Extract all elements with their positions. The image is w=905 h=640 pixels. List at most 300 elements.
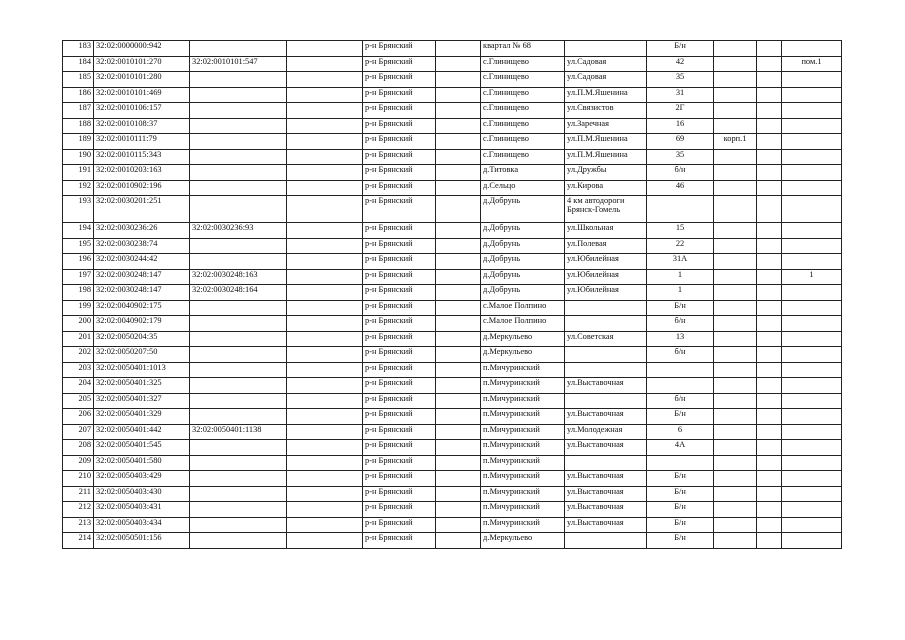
district-cell: р-н Брянский <box>363 87 436 103</box>
blank-cell <box>287 409 363 425</box>
blank-cell <box>436 393 481 409</box>
linked-cadastral-number-cell <box>190 502 287 518</box>
premises-cell <box>782 196 842 223</box>
blank-cell <box>287 300 363 316</box>
table-row <box>63 409 842 425</box>
settlement-cell: п.Мичуринский <box>481 486 565 502</box>
blank-cell <box>436 180 481 196</box>
blank-cell <box>287 393 363 409</box>
settlement-cell: д.Титовка <box>481 165 565 181</box>
row-number-cell: 190 <box>63 149 94 165</box>
street-cell <box>565 300 647 316</box>
blank-cell <box>287 502 363 518</box>
blank-cell <box>757 409 782 425</box>
cadastral-number-cell: 32:02:0050401:329 <box>94 409 190 425</box>
blank-cell <box>436 378 481 394</box>
district-cell: р-н Брянский <box>363 134 436 150</box>
blank-cell <box>757 378 782 394</box>
building-cell <box>714 56 757 72</box>
blank-cell <box>287 223 363 239</box>
cadastral-number-cell: 32:02:0030244:42 <box>94 254 190 270</box>
district-cell: р-н Брянский <box>363 41 436 57</box>
premises-cell <box>782 238 842 254</box>
street-cell: ул.Полевая <box>565 238 647 254</box>
table-row <box>63 455 842 471</box>
district-cell: р-н Брянский <box>363 180 436 196</box>
blank-cell <box>436 424 481 440</box>
cadastral-number-cell: 32:02:0030248:147 <box>94 269 190 285</box>
linked-cadastral-number-cell <box>190 72 287 88</box>
linked-cadastral-number-cell <box>190 118 287 134</box>
cadastral-number-cell: 32:02:0010106:157 <box>94 103 190 119</box>
settlement-cell: д.Добрунь <box>481 254 565 270</box>
row-number-cell: 192 <box>63 180 94 196</box>
premises-cell <box>782 378 842 394</box>
building-cell <box>714 118 757 134</box>
table-row <box>63 300 842 316</box>
premises-cell <box>782 424 842 440</box>
settlement-cell: с.Глинищево <box>481 118 565 134</box>
table-row <box>63 533 842 549</box>
table-row <box>63 347 842 363</box>
street-cell: ул.Советская <box>565 331 647 347</box>
linked-cadastral-number-cell <box>190 134 287 150</box>
row-number-cell: 184 <box>63 56 94 72</box>
linked-cadastral-number-cell <box>190 331 287 347</box>
cadastral-number-cell: 32:02:0050204:35 <box>94 331 190 347</box>
blank-cell <box>436 440 481 456</box>
district-cell: р-н Брянский <box>363 424 436 440</box>
street-cell: ул.Выставочная <box>565 378 647 394</box>
table-row <box>63 149 842 165</box>
blank-cell <box>287 440 363 456</box>
settlement-cell: п.Мичуринский <box>481 471 565 487</box>
house-number-cell: 6 <box>647 424 714 440</box>
row-number-cell: 207 <box>63 424 94 440</box>
blank-cell <box>436 118 481 134</box>
table-row <box>63 254 842 270</box>
cadastral-number-cell: 32:02:0030248:147 <box>94 285 190 301</box>
settlement-cell: с.Глинищево <box>481 56 565 72</box>
blank-cell <box>436 300 481 316</box>
building-cell <box>714 378 757 394</box>
house-number-cell: Б/н <box>647 41 714 57</box>
district-cell: р-н Брянский <box>363 223 436 239</box>
building-cell <box>714 254 757 270</box>
row-number-cell: 202 <box>63 347 94 363</box>
house-number-cell: 69 <box>647 134 714 150</box>
blank-cell <box>287 316 363 332</box>
house-number-cell: Б/н <box>647 486 714 502</box>
row-number-cell: 200 <box>63 316 94 332</box>
district-cell: р-н Брянский <box>363 331 436 347</box>
blank-cell <box>757 362 782 378</box>
district-cell: р-н Брянский <box>363 269 436 285</box>
street-cell <box>565 455 647 471</box>
premises-cell <box>782 486 842 502</box>
street-cell: ул.Выставочная <box>565 409 647 425</box>
blank-cell <box>287 486 363 502</box>
blank-cell <box>436 517 481 533</box>
settlement-cell: п.Мичуринский <box>481 502 565 518</box>
row-number-cell: 209 <box>63 455 94 471</box>
table-row <box>63 424 842 440</box>
cadastral-number-cell: 32:02:0050401:327 <box>94 393 190 409</box>
blank-cell <box>757 134 782 150</box>
cadastral-number-cell: 32:02:0010111:79 <box>94 134 190 150</box>
row-number-cell: 205 <box>63 393 94 409</box>
table-row <box>63 316 842 332</box>
cadastral-number-cell: 32:02:0050501:156 <box>94 533 190 549</box>
cadastral-number-cell: 32:02:0010902:196 <box>94 180 190 196</box>
blank-cell <box>436 56 481 72</box>
table-row <box>63 196 842 223</box>
building-cell <box>714 149 757 165</box>
building-cell <box>714 393 757 409</box>
house-number-cell: Б/н <box>647 471 714 487</box>
street-cell <box>565 533 647 549</box>
blank-cell <box>757 41 782 57</box>
linked-cadastral-number-cell <box>190 41 287 57</box>
blank-cell <box>757 254 782 270</box>
house-number-cell: 35 <box>647 72 714 88</box>
table-row <box>63 362 842 378</box>
house-number-cell: Б/н <box>647 517 714 533</box>
premises-cell <box>782 149 842 165</box>
building-cell <box>714 486 757 502</box>
street-cell: ул.П.М.Яшенина <box>565 134 647 150</box>
blank-cell <box>436 285 481 301</box>
blank-cell <box>436 254 481 270</box>
linked-cadastral-number-cell <box>190 316 287 332</box>
settlement-cell: д.Добрунь <box>481 269 565 285</box>
table-row <box>63 238 842 254</box>
street-cell <box>565 393 647 409</box>
settlement-cell: с.Глинищево <box>481 149 565 165</box>
blank-cell <box>757 393 782 409</box>
linked-cadastral-number-cell <box>190 238 287 254</box>
cadastral-number-cell: 32:02:0050403:434 <box>94 517 190 533</box>
premises-cell <box>782 533 842 549</box>
settlement-cell: д.Добрунь <box>481 238 565 254</box>
blank-cell <box>757 149 782 165</box>
district-cell: р-н Брянский <box>363 378 436 394</box>
street-cell: ул.Выставочная <box>565 486 647 502</box>
row-number-cell: 191 <box>63 165 94 181</box>
cadastral-number-cell: 32:02:0000000:942 <box>94 41 190 57</box>
house-number-cell <box>647 455 714 471</box>
street-cell: ул.Садовая <box>565 72 647 88</box>
building-cell <box>714 165 757 181</box>
building-cell <box>714 180 757 196</box>
blank-cell <box>757 285 782 301</box>
district-cell: р-н Брянский <box>363 517 436 533</box>
district-cell: р-н Брянский <box>363 118 436 134</box>
building-cell <box>714 502 757 518</box>
cadastral-number-cell: 32:02:0050207:50 <box>94 347 190 363</box>
row-number-cell: 189 <box>63 134 94 150</box>
table-row <box>63 180 842 196</box>
blank-cell <box>757 517 782 533</box>
blank-cell <box>287 165 363 181</box>
blank-cell <box>436 223 481 239</box>
house-number-cell: 31А <box>647 254 714 270</box>
linked-cadastral-number-cell: 32:02:0050401:1138 <box>190 424 287 440</box>
blank-cell <box>287 533 363 549</box>
house-number-cell: 2Г <box>647 103 714 119</box>
settlement-cell: с.Глинищево <box>481 72 565 88</box>
linked-cadastral-number-cell <box>190 103 287 119</box>
blank-cell <box>287 517 363 533</box>
blank-cell <box>757 331 782 347</box>
row-number-cell: 186 <box>63 87 94 103</box>
table-row <box>63 41 842 57</box>
house-number-cell: 13 <box>647 331 714 347</box>
building-cell <box>714 362 757 378</box>
linked-cadastral-number-cell <box>190 300 287 316</box>
premises-cell <box>782 180 842 196</box>
district-cell: р-н Брянский <box>363 254 436 270</box>
table-row <box>63 103 842 119</box>
building-cell <box>714 238 757 254</box>
district-cell: р-н Брянский <box>363 455 436 471</box>
premises-cell <box>782 393 842 409</box>
table-row <box>63 87 842 103</box>
house-number-cell: 46 <box>647 180 714 196</box>
settlement-cell: квартал № 68 <box>481 41 565 57</box>
row-number-cell: 197 <box>63 269 94 285</box>
street-cell <box>565 316 647 332</box>
premises-cell <box>782 87 842 103</box>
house-number-cell <box>647 362 714 378</box>
row-number-cell: 206 <box>63 409 94 425</box>
linked-cadastral-number-cell <box>190 196 287 223</box>
street-cell: ул.Заречная <box>565 118 647 134</box>
house-number-cell: б/н <box>647 393 714 409</box>
table-row <box>63 471 842 487</box>
cadastral-number-cell: 32:02:0030201:251 <box>94 196 190 223</box>
blank-cell <box>287 56 363 72</box>
blank-cell <box>757 269 782 285</box>
premises-cell: пом.1 <box>782 56 842 72</box>
blank-cell <box>287 72 363 88</box>
settlement-cell: с.Глинищево <box>481 87 565 103</box>
street-cell: ул.Выставочная <box>565 471 647 487</box>
premises-cell <box>782 502 842 518</box>
house-number-cell: 4А <box>647 440 714 456</box>
premises-cell <box>782 455 842 471</box>
blank-cell <box>287 347 363 363</box>
settlement-cell: с.Малое Полпино <box>481 300 565 316</box>
building-cell <box>714 103 757 119</box>
row-number-cell: 196 <box>63 254 94 270</box>
blank-cell <box>436 87 481 103</box>
blank-cell <box>757 300 782 316</box>
house-number-cell: Б/н <box>647 409 714 425</box>
row-number-cell: 211 <box>63 486 94 502</box>
linked-cadastral-number-cell <box>190 362 287 378</box>
cadastral-number-cell: 32:02:0050401:325 <box>94 378 190 394</box>
row-number-cell: 188 <box>63 118 94 134</box>
row-number-cell: 185 <box>63 72 94 88</box>
district-cell: р-н Брянский <box>363 196 436 223</box>
row-number-cell: 214 <box>63 533 94 549</box>
blank-cell <box>757 424 782 440</box>
premises-cell <box>782 103 842 119</box>
premises-cell <box>782 118 842 134</box>
row-number-cell: 208 <box>63 440 94 456</box>
building-cell <box>714 455 757 471</box>
cadastral-number-cell: 32:02:0010101:280 <box>94 72 190 88</box>
blank-cell <box>436 331 481 347</box>
street-cell: ул.Связистов <box>565 103 647 119</box>
blank-cell <box>757 316 782 332</box>
street-cell: ул.Молодежная <box>565 424 647 440</box>
cadastral-number-cell: 32:02:0050401:545 <box>94 440 190 456</box>
row-number-cell: 213 <box>63 517 94 533</box>
house-number-cell <box>647 378 714 394</box>
linked-cadastral-number-cell <box>190 149 287 165</box>
street-cell: ул.Садовая <box>565 56 647 72</box>
blank-cell <box>757 238 782 254</box>
blank-cell <box>757 502 782 518</box>
blank-cell <box>287 134 363 150</box>
building-cell <box>714 517 757 533</box>
settlement-cell: п.Мичуринский <box>481 424 565 440</box>
linked-cadastral-number-cell <box>190 254 287 270</box>
building-cell <box>714 409 757 425</box>
premises-cell <box>782 300 842 316</box>
registry-table <box>62 40 842 549</box>
linked-cadastral-number-cell <box>190 180 287 196</box>
blank-cell <box>757 180 782 196</box>
settlement-cell: п.Мичуринский <box>481 440 565 456</box>
premises-cell <box>782 347 842 363</box>
blank-cell <box>287 269 363 285</box>
building-cell <box>714 87 757 103</box>
street-cell: ул.П.М.Яшенина <box>565 87 647 103</box>
blank-cell <box>436 533 481 549</box>
table-row <box>63 486 842 502</box>
street-cell <box>565 362 647 378</box>
blank-cell <box>436 165 481 181</box>
blank-cell <box>287 455 363 471</box>
row-number-cell: 204 <box>63 378 94 394</box>
house-number-cell: 42 <box>647 56 714 72</box>
premises-cell <box>782 285 842 301</box>
house-number-cell: б/н <box>647 165 714 181</box>
table-row <box>63 517 842 533</box>
row-number-cell: 203 <box>63 362 94 378</box>
table-row <box>63 134 842 150</box>
cadastral-number-cell: 32:02:0010101:469 <box>94 87 190 103</box>
linked-cadastral-number-cell <box>190 533 287 549</box>
cadastral-number-cell: 32:02:0040902:179 <box>94 316 190 332</box>
blank-cell <box>287 196 363 223</box>
linked-cadastral-number-cell: 32:02:0010101:547 <box>190 56 287 72</box>
blank-cell <box>436 196 481 223</box>
district-cell: р-н Брянский <box>363 347 436 363</box>
table-row <box>63 72 842 88</box>
blank-cell <box>287 471 363 487</box>
settlement-cell: д.Меркульево <box>481 331 565 347</box>
building-cell <box>714 72 757 88</box>
blank-cell <box>436 103 481 119</box>
house-number-cell: 1 <box>647 269 714 285</box>
linked-cadastral-number-cell <box>190 165 287 181</box>
house-number-cell: б/н <box>647 347 714 363</box>
street-cell: ул.Юбилейная <box>565 285 647 301</box>
street-cell: ул.Кирова <box>565 180 647 196</box>
premises-cell <box>782 41 842 57</box>
blank-cell <box>436 316 481 332</box>
row-number-cell: 194 <box>63 223 94 239</box>
house-number-cell: Б/н <box>647 533 714 549</box>
street-cell: ул.Выставочная <box>565 502 647 518</box>
cadastral-number-cell: 32:02:0030236:26 <box>94 223 190 239</box>
house-number-cell: Б/н <box>647 502 714 518</box>
district-cell: р-н Брянский <box>363 502 436 518</box>
district-cell: р-н Брянский <box>363 300 436 316</box>
premises-cell <box>782 362 842 378</box>
cadastral-number-cell: 32:02:0010108:37 <box>94 118 190 134</box>
building-cell <box>714 196 757 223</box>
building-cell <box>714 41 757 57</box>
settlement-cell: п.Мичуринский <box>481 517 565 533</box>
house-number-cell: 15 <box>647 223 714 239</box>
settlement-cell: д.Сельцо <box>481 180 565 196</box>
linked-cadastral-number-cell: 32:02:0030248:164 <box>190 285 287 301</box>
linked-cadastral-number-cell <box>190 347 287 363</box>
building-cell <box>714 331 757 347</box>
premises-cell <box>782 134 842 150</box>
street-cell: ул.Выставочная <box>565 440 647 456</box>
building-cell <box>714 223 757 239</box>
street-cell: ул.Юбилейная <box>565 269 647 285</box>
table-row <box>63 331 842 347</box>
linked-cadastral-number-cell <box>190 455 287 471</box>
street-cell: ул.Выставочная <box>565 517 647 533</box>
linked-cadastral-number-cell: 32:02:0030236:93 <box>190 223 287 239</box>
blank-cell <box>436 238 481 254</box>
street-cell: ул.П.М.Яшенина <box>565 149 647 165</box>
blank-cell <box>757 118 782 134</box>
registry-body <box>63 41 842 549</box>
row-number-cell: 187 <box>63 103 94 119</box>
blank-cell <box>436 134 481 150</box>
blank-cell <box>436 41 481 57</box>
settlement-cell: д.Добрунь <box>481 285 565 301</box>
district-cell: р-н Брянский <box>363 56 436 72</box>
table-row <box>63 56 842 72</box>
settlement-cell: д.Добрунь <box>481 223 565 239</box>
row-number-cell: 210 <box>63 471 94 487</box>
blank-cell <box>757 165 782 181</box>
linked-cadastral-number-cell <box>190 409 287 425</box>
blank-cell <box>287 118 363 134</box>
building-cell <box>714 533 757 549</box>
settlement-cell: п.Мичуринский <box>481 455 565 471</box>
district-cell: р-н Брянский <box>363 393 436 409</box>
linked-cadastral-number-cell <box>190 471 287 487</box>
premises-cell <box>782 316 842 332</box>
cadastral-number-cell: 32:02:0040902:175 <box>94 300 190 316</box>
blank-cell <box>436 502 481 518</box>
blank-cell <box>287 41 363 57</box>
settlement-cell: д.Меркульево <box>481 533 565 549</box>
building-cell <box>714 471 757 487</box>
table-row <box>63 118 842 134</box>
